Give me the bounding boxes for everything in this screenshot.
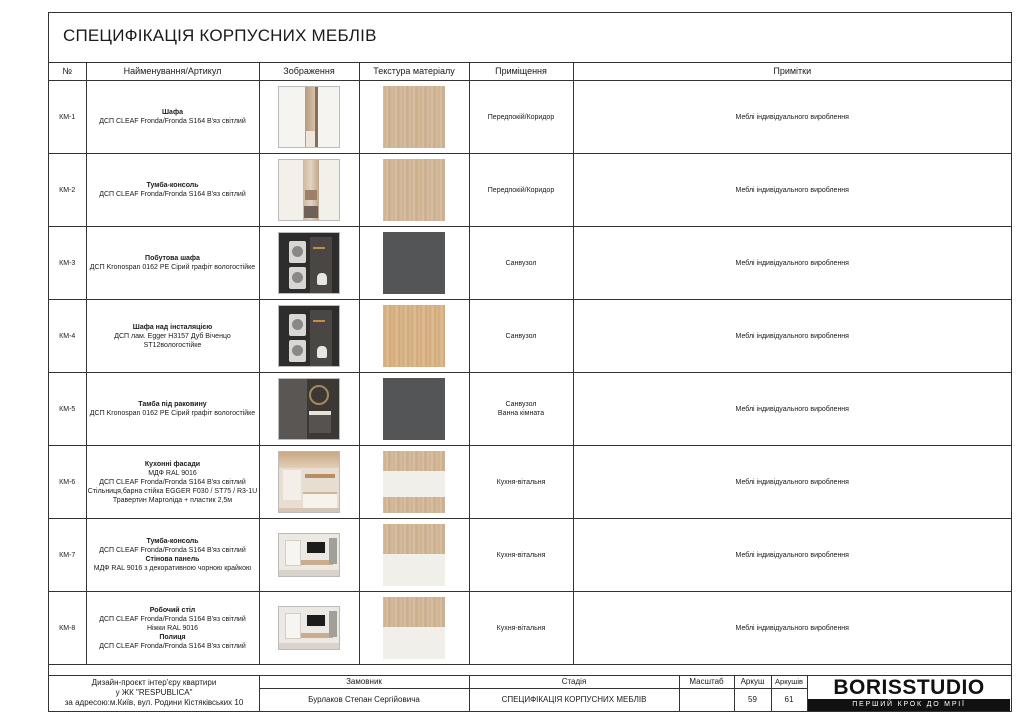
project-line: Дизайн-проєкт інтер'єру квартири: [91, 678, 217, 687]
item-number: КМ-3: [49, 227, 86, 300]
texture-swatch: [383, 451, 445, 513]
item-number: КМ-5: [49, 373, 86, 446]
client-label: Замовник: [346, 677, 382, 686]
logo-slogan: ПЕРШИЙ КРОК ДО МРІЇ: [808, 699, 1010, 711]
room-line: Кухня-вітальня: [496, 478, 546, 486]
project-line: за адресою:м.Київ, вул. Родини Кістяківських 10: [64, 698, 244, 707]
table-row: [49, 300, 1011, 373]
item-room: [469, 227, 573, 300]
item-texture: [359, 81, 469, 154]
item-image: [259, 446, 359, 519]
item-room: [469, 592, 573, 665]
col-header-image: Зображення: [259, 62, 359, 81]
item-texture: [359, 300, 469, 373]
item-image: [259, 592, 359, 665]
texture-swatch: [383, 378, 445, 440]
render-image: [278, 305, 340, 367]
item-name-line: МДФ RAL 9016 з декоративною чорною крайкою: [93, 565, 252, 572]
title-block: [49, 675, 1011, 712]
page-title: СПЕЦИФІКАЦІЯ КОРПУСНИХ МЕБЛІВ: [63, 26, 377, 45]
item-name-line: Стільниця,барна стійка EGGER F030 / ST75 / R3-1U: [87, 487, 258, 495]
stage-value: СПЕЦИФІКАЦІЯ КОРПУСНИХ МЕБЛІВ: [501, 695, 647, 704]
texture-swatch: [383, 159, 445, 221]
item-name-line: ST12вологостійке: [143, 341, 202, 349]
texture-swatch: [383, 305, 445, 367]
item-room: [469, 81, 573, 154]
item-note: Меблі індивідуального вироблення: [573, 373, 1011, 446]
item-note: Меблі індивідуального вироблення: [573, 227, 1011, 300]
item-number: КМ-8: [49, 592, 86, 665]
room-line: Ванна кімната: [497, 410, 545, 417]
room-line: Санвузол: [505, 401, 537, 408]
item-texture: [359, 592, 469, 665]
item-name-line: Кухонні фасади: [144, 460, 201, 468]
item-name: [86, 592, 259, 665]
render-image: [278, 378, 340, 440]
texture-swatch: [383, 597, 445, 659]
drawing-sheet: [48, 12, 1012, 712]
item-texture: [359, 227, 469, 300]
item-name: [86, 519, 259, 592]
client-value: Бурлаков Степан Сергійовича: [308, 695, 420, 704]
item-image: [259, 81, 359, 154]
item-name-line: Тумба-консоль: [146, 538, 199, 545]
item-number: КМ-2: [49, 154, 86, 227]
texture-swatch: [383, 232, 445, 294]
item-name-line: Шафа: [162, 109, 183, 116]
item-texture: [359, 519, 469, 592]
item-name-line: Робочий стіл: [149, 606, 196, 614]
room-line: Кухня-вітальня: [496, 551, 546, 559]
item-image: [259, 373, 359, 446]
item-image: [259, 154, 359, 227]
item-number: КМ-6: [49, 446, 86, 519]
item-texture: [359, 154, 469, 227]
item-number: КМ-1: [49, 81, 86, 154]
item-name-line: ДСП CLEAF Fronda/Fronda S164 В'яз світлий: [99, 642, 246, 650]
item-name-line: Побутова шафа: [145, 255, 200, 262]
project-line: у ЖК "RESPUBLICA": [115, 688, 193, 697]
logo-brand: BORISSTUDIO: [833, 676, 985, 699]
item-name-line: Тумба-консоль: [146, 182, 199, 189]
render-image: [278, 159, 340, 221]
room-line: Передпокій/Коридор: [487, 186, 555, 194]
item-note: Меблі індивідуального вироблення: [573, 300, 1011, 373]
item-name-line: ДСП лам. Egger H3157 Дуб Віченцо: [114, 332, 231, 340]
item-note: Меблі індивідуального вироблення: [573, 446, 1011, 519]
item-texture: [359, 446, 469, 519]
texture-swatch: [383, 86, 445, 148]
item-name-line: Стінова панель: [145, 556, 200, 563]
item-name-line: ДСП CLEAF Fronda/Fronda S164 В'яз світлий: [99, 478, 246, 486]
table-row: [49, 592, 1011, 665]
item-name-line: ДСП CLEAF Fronda/Fronda S164 В'яз світлий: [99, 118, 246, 125]
item-name-line: ДСП CLEAF Fronda/Fronda S164 В'яз світлий: [99, 191, 246, 198]
item-room: [469, 446, 573, 519]
studio-logo: [808, 677, 1010, 711]
texture-swatch: [383, 524, 445, 586]
project-description: [49, 678, 259, 708]
item-name: [86, 227, 259, 300]
col-header-name: Найменування/Артикул: [86, 62, 259, 81]
item-image: [259, 227, 359, 300]
item-note: Меблі індивідуального вироблення: [573, 519, 1011, 592]
item-room: [469, 300, 573, 373]
render-image: [278, 451, 340, 513]
sheets-label: Аркушів: [775, 677, 803, 686]
spec-table: [49, 62, 1011, 665]
sheets-value: 61: [784, 695, 794, 704]
render-image: [278, 86, 340, 148]
item-note: Меблі індивідуального вироблення: [573, 154, 1011, 227]
col-header-texture: Текстура матеріалу: [359, 62, 469, 81]
item-name-line: ДСП CLEAF Fronda/Fronda S164 В'яз світлий: [99, 615, 246, 623]
item-name: [86, 373, 259, 446]
table-row: [49, 373, 1011, 446]
render-image: [278, 606, 340, 650]
item-name-line: ДСП Kronospan 0162 PE Сірий графіт вологостійке: [89, 410, 256, 417]
table-row: [49, 154, 1011, 227]
room-line: Санвузол: [505, 259, 537, 267]
table-row: [49, 519, 1011, 592]
item-room: [469, 373, 573, 446]
item-name-line: Полиця: [159, 633, 186, 641]
sheet-value: 59: [748, 695, 757, 704]
item-name-line: Ніжки RAL 9016: [146, 624, 199, 632]
table-row: [49, 227, 1011, 300]
room-line: Кухня-вітальня: [496, 624, 546, 632]
item-name-line: ДСП Kronospan 0162 PE Сірий графіт вологостійке: [89, 264, 256, 271]
item-note: Меблі індивідуального вироблення: [573, 81, 1011, 154]
item-image: [259, 300, 359, 373]
item-name-line: ДСП CLEAF Fronda/Fronda S164 В'яз світлий: [99, 547, 246, 554]
item-room: [469, 154, 573, 227]
sheet-label: Аркуш: [740, 677, 765, 686]
item-name: [86, 446, 259, 519]
col-header-number: №: [49, 62, 86, 81]
item-name-line: Шафа над інсталяцією: [132, 323, 213, 331]
room-line: Санвузол: [505, 332, 537, 340]
item-name: [86, 154, 259, 227]
item-number: КМ-7: [49, 519, 86, 592]
item-image: [259, 519, 359, 592]
table-row: [49, 446, 1011, 519]
col-header-room: Приміщення: [469, 62, 573, 81]
render-image: [278, 533, 340, 577]
item-texture: [359, 373, 469, 446]
item-name: [86, 300, 259, 373]
table-row: [49, 81, 1011, 154]
title-box: [49, 13, 1011, 63]
render-image: [278, 232, 340, 294]
table-header-row: [49, 62, 1011, 81]
room-line: Передпокій/Коридор: [487, 113, 555, 121]
item-note: Меблі індивідуального вироблення: [573, 592, 1011, 665]
item-name-line: МДФ RAL 9016: [148, 469, 197, 477]
item-name-line: Тамба під раковину: [138, 401, 207, 408]
item-name: [86, 81, 259, 154]
stage-label: Стадія: [561, 677, 587, 686]
col-header-notes: Примітки: [573, 62, 1011, 81]
item-room: [469, 519, 573, 592]
item-name-line: Травертин Марголіда + пластик 2,5м: [112, 496, 233, 504]
scale-label: Масштаб: [689, 677, 724, 686]
item-number: КМ-4: [49, 300, 86, 373]
